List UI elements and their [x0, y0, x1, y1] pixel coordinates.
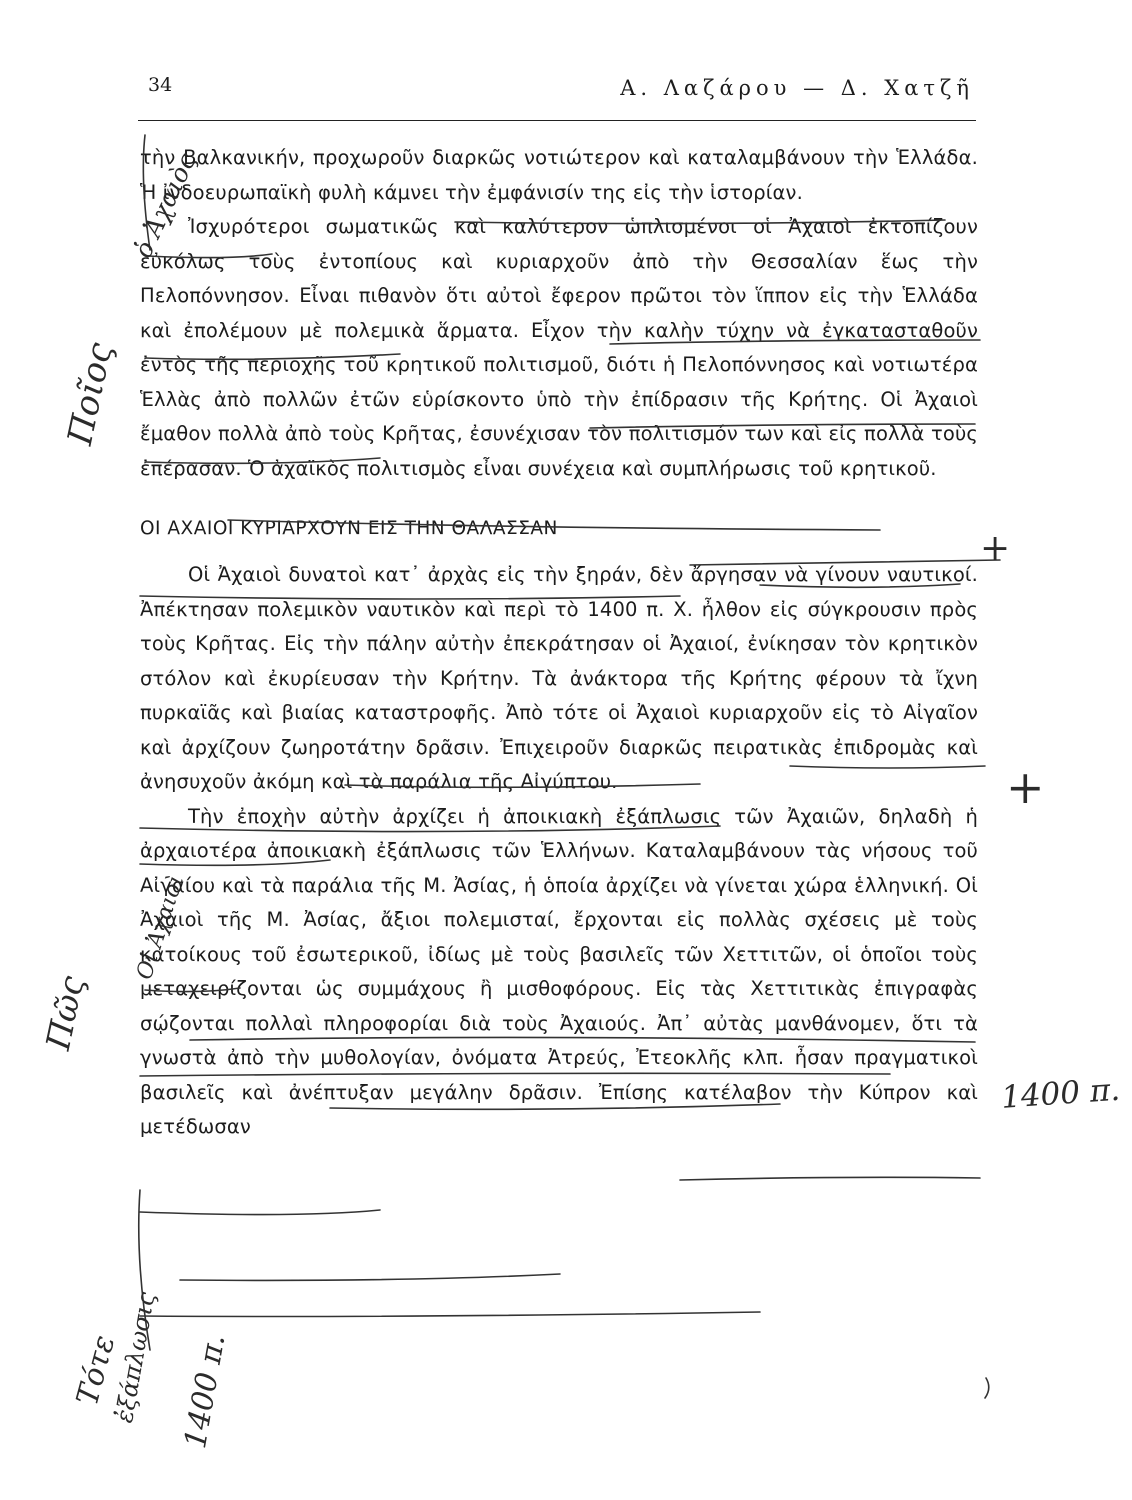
paragraph-4: Τὴν ἐποχὴν αὐτὴν ἀρχίζει ἡ ἀποικιακὴ ἐξάπλωσις τῶν Ἀχαιῶν, δηλαδὴ ἡ ἀρχαιοτέρα ἀποικιακὴ ἐξάπλωσις τῶν Ἑλλήνων. Καταλαμβάνουν τὰς νήσους τοῦ Αἰγαίου καὶ τὰ παράλια τῆς Μ. Ἀσίας, ἡ ὁποία ἀρχίζει νὰ γίνεται χώρα ἑλληνική. Οἱ Ἀχαιοὶ τῆς Μ. Ἀσίας, ἄξιοι πολεμισταί, ἔρχονται εἰς πολλὰς σχέσεις μὲ τοὺς κατοίκους τοῦ ἐσωτερικοῦ, ἰδίως μὲ τοὺς βασιλεῖς τῶν Χεττιτῶν, οἱ ὁποῖοι τοὺς μεταχειρίζονται ὡς συμμάχους ἢ μισθοφόρους. Εἰς τὰς Χεττιτικὰς ἐπιγραφὰς σῴζονται πολλαὶ πληροφορίαι διὰ τοὺς Ἀχαιούς. Ἀπ᾽ αὐτὰς μανθάνομεν, ὅτι τὰ γνωστὰ ἀπὸ τὴν μυθολογίαν, ὀνόματα Ἀτρεύς, Ἐτεοκλῆς κλπ. ἦσαν πραγματικοὶ βασιλεῖς καὶ ἀνέπτυξαν μεγάλην δρᾶσιν. Ἐπίσης κατέλαβον τὴν Κύπρον καὶ μετέδωσαν: [140, 804, 978, 1138]
paragraph-3: Οἱ Ἀχαιοὶ δυνατοὶ κατ᾽ ἀρχὰς εἰς τὴν ξηράν, δὲν ἄργησαν νὰ γίνουν ναυτικοί. Ἀπέκτησαν πολεμικὸν ναυτικὸν καὶ περὶ τὸ 1400 π. Χ. ἦλθον εἰς σύγκρουσιν πρὸς τοὺς Κρῆτας. Εἰς τὴν πάλην αὐτὴν ἐπεκράτησαν οἱ Ἀχαιοί, ἐνίκησαν τὸν κρητικὸν στόλον καὶ ἐκυρίευσαν τὴν Κρήτην. Τὰ ἀνάκτορα τῆς Κρήτης φέρουν τὰ ἴχνη πυρκαϊᾶς καὶ βιαίας καταστροφῆς. Ἀπὸ τότε οἱ Ἀχαιοὶ κυριαρχοῦν εἰς τὸ Αἰγαῖον καὶ ἀρχίζουν ζωηροτάτην δρᾶσιν. Ἐπιχειροῦν διαρκῶς πειρατικὰς ἐπιδρομὰς καὶ ἀνησυχοῦν ἀκόμη καὶ τὰ παράλια τῆς Αἰγύπτου.: [140, 563, 978, 793]
handwritten-note-exaplosis: ἐξάπλωσις: [110, 1289, 161, 1425]
underline-22: [140, 1312, 760, 1317]
handwritten-note-tote: Τότε: [70, 1331, 123, 1410]
page-number: 34: [148, 74, 173, 96]
handwritten-plus-mark-small: +: [980, 528, 1011, 569]
section-heading: ΟΙ ΑΧΑΙΟΙ ΚΥΡΙΑΡΧΟΥΝ ΕΙΣ ΤΗΝ ΘΑΛΑΣΣΑΝ: [140, 518, 558, 539]
handwritten-plus-mark: +: [1006, 760, 1045, 814]
handwritten-note-hoi: Οἱ Ἀχαιοὶ: [132, 872, 190, 983]
closing-paren: [985, 1378, 989, 1398]
underline-20: [140, 1210, 380, 1215]
body-text: [140, 141, 978, 1145]
margin-bracket-2: [139, 1190, 150, 1350]
handwritten-note-ptoios: Ποῖος: [60, 339, 121, 449]
underline-21: [180, 1274, 560, 1280]
handwritten-year-right: 1400 π.: [1000, 1071, 1122, 1116]
handwritten-note-achaioi: ὁ Ἀχαιὸς: [128, 148, 202, 263]
underline-19: [680, 1177, 980, 1180]
paragraph-2: Ἰσχυρότεροι σωματικῶς καὶ καλύτερον ὡπλισμένοι οἱ Ἀχαιοὶ ἐκτοπίζουν εὐκόλως τοὺς ἐντοπίους καὶ κυριαρχοῦν ἀπὸ τὴν Θεσσαλίαν ἕως τὴν Πελοπόννησον. Εἶναι πιθανὸν ὅτι αὐτοὶ ἔφερον πρῶτοι τὸν ἵππον εἰς τὴν Ἑλλάδα καὶ ἐπολέμουν μὲ πολεμικὰ ἅρματα. Εἶχον τὴν καλὴν τύχην νὰ ἐγκατασταθοῦν ἐντὸς τῆς περιοχῆς τοῦ κρητικοῦ πολιτισμοῦ, διότι ἡ Πελοπόννησος καὶ νοτιωτέρα Ἑλλὰς ἀπὸ πολλῶν ἐτῶν εὑρίσκοντο ὑπὸ τὴν ἐπίδρασιν τῆς Κρήτης. Οἱ Ἀχαιοὶ ἔμαθον πολλὰ ἀπὸ τοὺς Κρῆτας, ἐσυνέχισαν τὸν πολιτισμόν των καὶ εἰς πολλὰ τοὺς ἐπέρασαν. Ὁ ἀχαϊκὸς πολιτισμὸς εἶναι συνέχεια καὶ συμπλήρωσις τοῦ κρητικοῦ.: [140, 215, 978, 480]
handwritten-note-pos: Πῶς: [38, 972, 92, 1054]
handwritten-year-left: 1400 π.: [178, 1331, 233, 1452]
running-head: Α. Λαζάρου — Δ. Χατζῆ: [620, 76, 974, 100]
header-rule: [138, 120, 976, 121]
paragraph-1: τὴν Βαλκανικήν, προχωροῦν διαρκῶς νοτιώτερον καὶ καταλαμβάνουν τὴν Ἑλλάδα. Ἡ ἰνδοευρωπαϊκὴ φυλὴ κάμνει τὴν ἐμφάνισίν της εἰς τὴν ἱστορίαν.: [140, 146, 978, 204]
